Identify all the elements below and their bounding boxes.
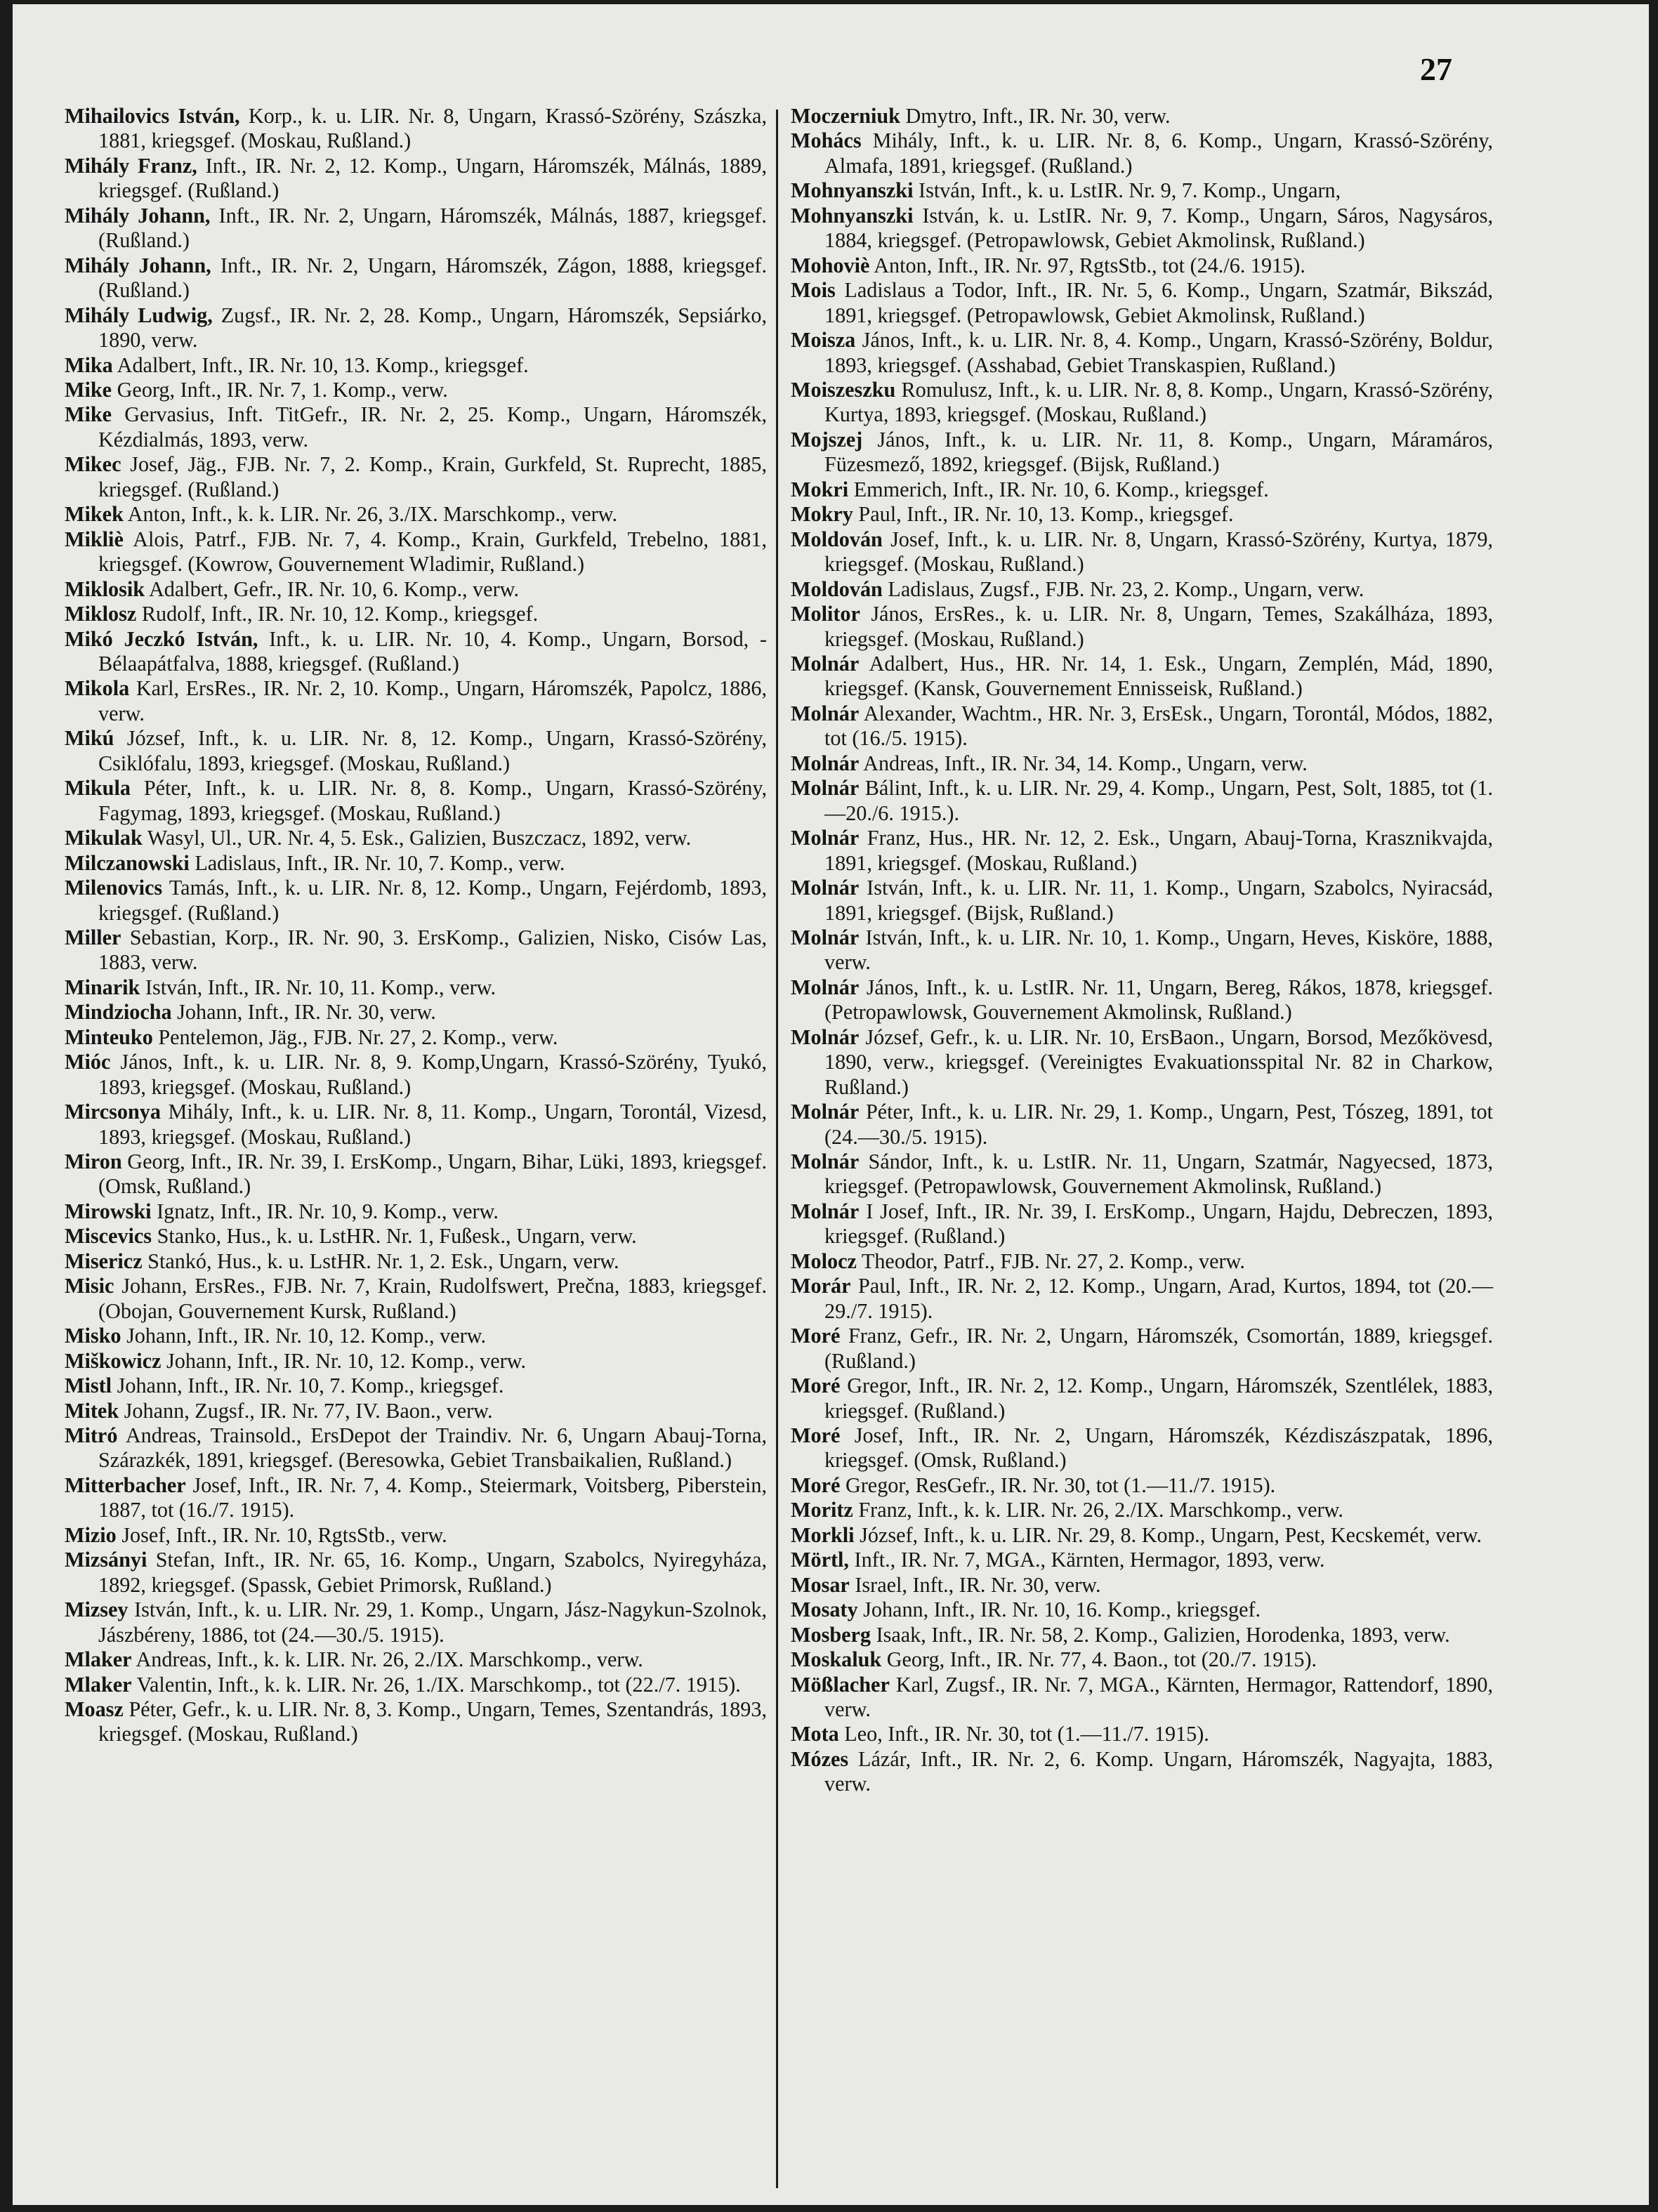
entry-details: Alexander, Wachtm., HR. Nr. 3, ErsEsk., Ungarn, Torontál, Módos, 1882, tot (16./5. 1915).	[824, 701, 1493, 751]
entry-name: Mitterbacher	[65, 1473, 186, 1497]
entry-name: Mohnyanszki	[791, 178, 914, 203]
list-entry	[791, 652, 1493, 702]
entry-details: Adalbert, Hus., HR. Nr. 14, 1. Esk., Ungarn, Zemplén, Mád, 1890, kriegsgef. (Kansk, Gouvernement Ennisseisk, Rußland.)	[824, 651, 1493, 701]
entry-name: Moskaluk	[791, 1647, 882, 1672]
entry-details: Josef, Inft., k. u. LIR. Nr. 8, Ungarn, Krassó-Szörény, Kurtya, 1879, kriegsgef. (Moskau, Rußland.)	[824, 527, 1494, 577]
entry-name: Molnár	[791, 1150, 860, 1174]
entry-details: Andreas, Inft., IR. Nr. 34, 14. Komp., Ungarn, verw.	[863, 751, 1308, 775]
list-entry	[65, 1274, 767, 1324]
entry-details: János, Inft., k. u. LstIR. Nr. 11, Ungarn, Bereg, Rákos, 1878, kriegsgef. (Petropawlowsk, Gouvernement Akmolinsk, Rußland.)	[824, 975, 1493, 1025]
entry-details: Emmerich, Inft., IR. Nr. 10, 6. Komp., kriegsgef.	[853, 477, 1269, 501]
list-entry	[65, 1399, 767, 1423]
entry-details: János, Inft., k. u. LIR. Nr. 8, 9. Komp,Ungarn, Krassó-Szörény, Tyukó, 1893, kriegsgef. (Moskau, Rußland.)	[98, 1050, 767, 1099]
list-entry	[65, 1423, 767, 1473]
list-entry	[65, 402, 767, 452]
entry-name: Moritz	[791, 1498, 853, 1522]
entry-details: Gregor, ResGefr., IR. Nr. 30, tot (1.—11./7. 1915).	[845, 1473, 1276, 1497]
entry-name: Misko	[65, 1324, 121, 1348]
entry-details: Ladislaus, Zugsf., FJB. Nr. 23, 2. Komp., Ungarn, verw.	[888, 577, 1364, 601]
entry-name: Mike	[65, 402, 112, 427]
list-entry	[791, 428, 1493, 478]
entry-details: Leo, Inft., IR. Nr. 30, tot (1.—11./7. 1915).	[844, 1722, 1209, 1746]
entry-details: Inft., IR. Nr. 2, Ungarn, Háromszék, Málnás, 1887, kriegsgef. (Rußland.)	[98, 203, 767, 253]
list-entry	[65, 726, 767, 776]
entry-details: Gregor, Inft., IR. Nr. 2, 12. Komp., Ungarn, Háromszék, Szentlélek, 1883, kriegsgef. (Rußland.)	[824, 1374, 1493, 1423]
left-column	[65, 104, 767, 1747]
list-entry	[65, 1100, 767, 1150]
entry-details: István, Inft., k. u. LstIR. Nr. 9, 7. Komp., Ungarn,	[919, 178, 1341, 203]
entry-details: Alois, Patrf., FJB. Nr. 7, 4. Komp., Krain, Gurkfeld, Trebelno, 1881, kriegsgef. (Kowrow, Gouvernement Wladimir, Rußland.)	[98, 527, 767, 577]
list-entry	[791, 129, 1493, 178]
entry-name: Mota	[791, 1722, 839, 1746]
list-entry	[791, 278, 1493, 328]
list-entry	[65, 1374, 767, 1398]
entry-name: Mikó Jeczkó István,	[65, 626, 258, 651]
entry-name: Mizsey	[65, 1598, 129, 1622]
list-entry	[791, 1498, 1493, 1522]
entry-name: Milczanowski	[65, 850, 190, 875]
entry-name: Miklosik	[65, 577, 145, 601]
entry-details: Johann, Inft., IR. Nr. 10, 7. Komp., kriegsgef.	[117, 1374, 504, 1398]
list-entry	[65, 1000, 767, 1025]
entry-details: Zugsf., IR. Nr. 2, 28. Komp., Ungarn, Háromszék, Sepsiárko, 1890, verw.	[98, 303, 768, 353]
list-entry	[65, 1324, 767, 1348]
entry-details: Johann, Zugsf., IR. Nr. 77, IV. Baon., verw.	[124, 1398, 493, 1423]
entry-details: Karl, Zugsf., IR. Nr. 7, MGA., Kärnten, Hermagor, Rattendorf, 1890, verw.	[824, 1672, 1493, 1721]
entry-name: Morkli	[791, 1522, 855, 1547]
entry-details: Anton, Inft., IR. Nr. 97, RgtsStb., tot (24./6. 1915).	[874, 253, 1305, 277]
entry-details: Mihály, Inft., k. u. LIR. Nr. 8, 11. Komp., Ungarn, Torontál, Vizesd, 1893, kriegsgef. (Moskau, Rußland.)	[98, 1100, 768, 1149]
list-entry	[65, 1150, 767, 1199]
list-entry	[791, 478, 1493, 502]
entry-name: Miron	[65, 1150, 122, 1174]
entry-name: Molnár	[791, 1199, 860, 1223]
entry-name: Mikú	[65, 726, 114, 751]
entry-details: Isaak, Inft., IR. Nr. 58, 2. Komp., Galizien, Horodenka, 1893, verw.	[876, 1622, 1450, 1647]
list-entry	[65, 1050, 767, 1100]
entry-details: István, k. u. LstIR. Nr. 9, 7. Komp., Ungarn, Sáros, Nagysáros, 1884, kriegsgef. (Petropawlowsk, Gebiet Akmolinsk, Rußland.)	[824, 203, 1494, 253]
list-entry	[791, 975, 1493, 1025]
entry-details: József, Gefr., k. u. LIR. Nr. 10, ErsBaon., Ungarn, Borsod, Mezőkövesd, 1890, verw., kriegsgef. (Vereinigtes Evakuationsspital Nr. 82 in Charkow, Rußland.)	[824, 1025, 1494, 1099]
entry-details: Péter, Inft., k. u. LIR. Nr. 29, 1. Komp., Ungarn, Pest, Tószeg, 1891, tot (24.—30./5. 1915).	[824, 1100, 1494, 1149]
entry-details: Franz, Hus., HR. Nr. 12, 2. Esk., Ungarn, Abauj-Torna, Krasznikvajda, 1891, kriegsgef. (Moskau, Rußland.)	[824, 826, 1493, 875]
entry-name: Molnár	[791, 701, 860, 725]
page-number: 27	[1420, 51, 1452, 87]
entry-details: I Josef, Inft., IR. Nr. 39, I. ErsKomp., Ungarn, Hajdu, Debreczen, 1893, kriegsgef. (Rußland.)	[824, 1199, 1494, 1249]
entry-name: Molnár	[791, 1025, 860, 1049]
document-page	[13, 4, 1649, 2205]
entry-details: Valentin, Inft., k. k. LIR. Nr. 26, 1./IX. Marschkomp., tot (22./7. 1915).	[136, 1672, 741, 1697]
entry-name: Miškowicz	[65, 1348, 162, 1373]
entry-name: Mihály Johann,	[65, 203, 211, 228]
entry-name: Minteuko	[65, 1025, 153, 1049]
list-entry	[791, 1623, 1493, 1647]
entry-details: Adalbert, Inft., IR. Nr. 10, 13. Komp., kriegsgef.	[117, 353, 529, 377]
list-entry	[65, 627, 767, 677]
entry-name: Moldován	[791, 527, 883, 551]
list-entry	[65, 1548, 767, 1598]
entry-details: Dmytro, Inft., IR. Nr. 30, verw.	[905, 104, 1171, 128]
list-entry	[791, 104, 1493, 129]
list-entry	[791, 1598, 1493, 1622]
entry-name: Misic	[65, 1274, 114, 1298]
entry-name: Mikliè	[65, 527, 124, 551]
list-entry	[791, 378, 1493, 428]
list-entry	[791, 926, 1493, 975]
entry-details: Ignatz, Inft., IR. Nr. 10, 9. Komp., verw.	[157, 1199, 499, 1223]
list-entry	[65, 1224, 767, 1249]
entry-details: Sebastian, Korp., IR. Nr. 90, 3. ErsKomp., Galizien, Nisko, Cisów Las, 1883, verw.	[98, 925, 767, 975]
list-entry	[65, 1473, 767, 1523]
list-entry	[791, 1274, 1493, 1324]
entry-details: Andreas, Trainsold., ErsDepot der Traindiv. Nr. 6, Ungarn Abauj-Torna, Szárazkék, 1891, kriegsgef. (Beresowka, Gebiet Transbaikalien, Rußland.)	[98, 1423, 767, 1473]
entry-details: Wasyl, Ul., UR. Nr. 4, 5. Esk., Galizien, Buszczacz, 1892, verw.	[147, 826, 692, 850]
entry-name: Mosar	[791, 1572, 850, 1597]
list-entry	[791, 1573, 1493, 1598]
entry-details: István, Inft., k. u. LIR. Nr. 11, 1. Komp., Ungarn, Szabolcs, Nyiracsád, 1891, kriegsgef. (Bijsk, Rußland.)	[824, 876, 1493, 925]
list-entry	[65, 1025, 767, 1050]
entry-name: Mikulak	[65, 826, 143, 850]
entry-details: Péter, Inft., k. u. LIR. Nr. 8, 8. Komp., Ungarn, Krassó-Szörény, Fagymag, 1893, kriegsgef. (Moskau, Rußland.)	[98, 776, 768, 825]
entry-name: Mokry	[791, 502, 853, 527]
entry-name: Miscevics	[65, 1224, 152, 1249]
entry-name: Mosaty	[791, 1598, 858, 1622]
entry-name: Mióc	[65, 1050, 111, 1074]
list-entry	[65, 378, 767, 402]
entry-details: Israel, Inft., IR. Nr. 30, verw.	[855, 1572, 1101, 1597]
list-entry	[791, 1647, 1493, 1672]
entry-details: Andreas, Inft., k. k. LIR. Nr. 26, 2./IX. Marschkomp., verw.	[136, 1647, 643, 1672]
list-entry	[65, 1598, 767, 1647]
list-entry	[65, 676, 767, 726]
entry-name: Mindziocha	[65, 1000, 172, 1025]
entry-details: Korp., k. u. LIR. Nr. 8, Ungarn, Krassó-Szörény, Szászka, 1881, kriegsgef. (Moskau, Rußland.)	[98, 104, 767, 153]
list-entry	[791, 1423, 1493, 1473]
entry-details: Inft., k. u. LIR. Nr. 10, 4. Komp., Ungarn, Borsod, -Bélaapátfalva, 1888, kriegsgef. (Rußland.)	[98, 626, 767, 676]
entry-name: Miller	[65, 925, 121, 949]
entry-name: Mikula	[65, 776, 131, 801]
entry-name: Mizio	[65, 1522, 117, 1547]
entry-name: Molnár	[791, 1100, 860, 1124]
entry-details: Tamás, Inft., k. u. LIR. Nr. 8, 12. Komp., Ungarn, Fejérdomb, 1893, kriegsgef. (Rußland.)	[98, 876, 767, 925]
entry-name: Molnár	[791, 776, 860, 801]
entry-name: Mikek	[65, 502, 124, 527]
entry-name: Mihály Johann,	[65, 253, 211, 277]
entry-name: Molnár	[791, 826, 860, 850]
entry-name: Mörtl,	[791, 1548, 849, 1572]
entry-name: Molnár	[791, 925, 860, 949]
entry-details: Josef, Inft., IR. Nr. 10, RgtsStb., verw.	[121, 1522, 447, 1547]
list-entry	[791, 1324, 1493, 1374]
column-divider	[776, 110, 778, 2188]
list-entry	[791, 1025, 1493, 1100]
list-entry	[791, 1523, 1493, 1548]
entry-details: Adalbert, Gefr., IR. Nr. 10, 6. Komp., verw.	[148, 577, 520, 601]
entry-details: Mihály, Inft., k. u. LIR. Nr. 8, 6. Komp., Ungarn, Krassó-Szörény, Almafa, 1891, kriegsgef. (Rußland.)	[824, 129, 1494, 178]
entry-name: Mohács	[791, 129, 862, 153]
entry-name: Mois	[791, 278, 836, 303]
list-entry	[791, 602, 1493, 652]
entry-details: Inft., IR. Nr. 7, MGA., Kärnten, Hermagor, 1893, verw.	[854, 1548, 1325, 1572]
list-entry	[65, 1349, 767, 1374]
entry-name: Molnár	[791, 975, 860, 999]
entry-name: Mlaker	[65, 1672, 132, 1697]
entry-details: Sándor, Inft., k. u. LstIR. Nr. 11, Ungarn, Szatmár, Nagyecsed, 1873, kriegsgef. (Petropawlowsk, Gouvernement Akmolinsk, Rußland.)	[824, 1150, 1493, 1199]
entry-details: Josef, Jäg., FJB. Nr. 7, 2. Komp., Krain, Gurkfeld, St. Ruprecht, 1885, kriegsgef. (Rußland.)	[98, 452, 767, 501]
list-entry	[791, 1249, 1493, 1274]
list-entry	[791, 826, 1493, 876]
right-column	[791, 104, 1493, 1797]
entry-details: István, Inft., k. u. LIR. Nr. 10, 1. Komp., Ungarn, Heves, Kisköre, 1888, verw.	[824, 925, 1493, 975]
list-entry	[65, 104, 767, 154]
entry-details: Georg, Inft., IR. Nr. 39, I. ErsKomp., Ungarn, Bihar, Lüki, 1893, kriegsgef. (Omsk, Rußland.)	[98, 1150, 768, 1199]
entry-name: Mihály Ludwig,	[65, 303, 213, 327]
entry-details: Lázár, Inft., IR. Nr. 2, 6. Komp. Ungarn, Háromszék, Nagyajta, 1883, verw.	[824, 1746, 1493, 1796]
list-entry	[65, 826, 767, 850]
entry-name: Moiszeszku	[791, 377, 896, 402]
list-entry	[65, 303, 767, 353]
entry-details: József, Inft., k. u. LIR. Nr. 29, 8. Komp., Ungarn, Pest, Kecskemét, verw.	[860, 1522, 1482, 1547]
list-entry	[65, 353, 767, 378]
list-entry	[65, 452, 767, 502]
list-entry	[791, 502, 1493, 527]
entry-name: Molocz	[791, 1249, 857, 1273]
entry-details: Josef, Inft., IR. Nr. 7, 4. Komp., Steiermark, Voitsberg, Piberstein, 1887, tot (16./7. 1915).	[98, 1473, 768, 1522]
list-entry	[791, 527, 1493, 577]
entry-details: Johann, ErsRes., FJB. Nr. 7, Krain, Rudolfswert, Prečna, 1883, kriegsgef. (Obojan, Gouvernement Kursk, Rußland.)	[98, 1274, 768, 1323]
list-entry	[65, 926, 767, 975]
list-entry	[65, 602, 767, 626]
list-entry	[65, 1523, 767, 1548]
entry-details: Paul, Inft., IR. Nr. 2, 12. Komp., Ungarn, Arad, Kurtos, 1894, tot (20.—29./7. 1915).	[824, 1274, 1494, 1323]
entry-name: Moré	[791, 1374, 841, 1398]
list-entry	[65, 876, 767, 926]
entry-name: Milenovics	[65, 876, 163, 900]
entry-details: Pentelemon, Jäg., FJB. Nr. 27, 2. Komp., verw.	[158, 1025, 558, 1049]
entry-details: Stankó, Hus., k. u. LstHR. Nr. 1, 2. Esk., Ungarn, verw.	[147, 1249, 619, 1273]
entry-details: Inft., IR. Nr. 2, Ungarn, Háromszék, Zágon, 1888, kriegsgef. (Rußland.)	[98, 253, 768, 303]
entry-name: Mohoviè	[791, 253, 870, 277]
entry-name: Morár	[791, 1274, 851, 1298]
entry-details: Johann, Inft., IR. Nr. 30, verw.	[177, 1000, 436, 1025]
entry-name: Mihály Franz,	[65, 153, 197, 178]
entry-details: Georg, Inft., IR. Nr. 77, 4. Baon., tot (20./7. 1915).	[886, 1647, 1317, 1672]
list-entry	[65, 1647, 767, 1672]
entry-details: Rudolf, Inft., IR. Nr. 10, 12. Komp., kriegsgef.	[141, 602, 539, 626]
list-entry	[791, 178, 1493, 203]
entry-name: Moisza	[791, 328, 856, 353]
list-entry	[791, 876, 1493, 926]
list-entry	[65, 204, 767, 254]
entry-details: Anton, Inft., k. k. LIR. Nr. 26, 3./IX. Marschkomp., verw.	[127, 502, 618, 527]
entry-details: József, Inft., k. u. LIR. Nr. 8, 12. Komp., Ungarn, Krassó-Szörény, Csiklófalu, 1893, kriegsgef. (Moskau, Rußland.)	[98, 726, 767, 775]
list-entry	[791, 1374, 1493, 1423]
entry-name: Moré	[791, 1423, 841, 1448]
entry-details: Paul, Inft., IR. Nr. 10, 13. Komp., kriegsgef.	[858, 502, 1234, 527]
entry-details: Stanko, Hus., k. u. LstHR. Nr. 1, Fußesk., Ungarn, verw.	[157, 1224, 637, 1249]
entry-details: Inft., IR. Nr. 2, 12. Komp., Ungarn, Háromszék, Málnás, 1889, kriegsgef. (Rußland.)	[98, 153, 767, 203]
entry-name: Mike	[65, 377, 112, 402]
entry-name: Minarik	[65, 975, 140, 999]
entry-name: Mizsányi	[65, 1548, 147, 1572]
entry-name: Moré	[791, 1324, 841, 1348]
entry-name: Molnár	[791, 651, 860, 676]
entry-details: Georg, Inft., IR. Nr. 7, 1. Komp., verw.	[117, 377, 448, 402]
list-entry	[791, 702, 1493, 751]
entry-details: Ladislaus a Todor, Inft., IR. Nr. 5, 6. Komp., Ungarn, Szatmár, Bikszád, 1891, kriegsgef. (Petropawlowsk, Gebiet Akmolinsk, Rußland.)	[824, 278, 1494, 327]
entry-name: Mika	[65, 353, 113, 377]
entry-name: Misericz	[65, 1249, 143, 1273]
entry-details: Péter, Gefr., k. u. LIR. Nr. 8, 3. Komp., Ungarn, Temes, Szentandrás, 1893, kriegsgef. (Moskau, Rußland.)	[98, 1697, 768, 1746]
entry-details: Johann, Inft., IR. Nr. 10, 12. Komp., verw.	[126, 1324, 487, 1348]
list-entry	[791, 1473, 1493, 1498]
list-entry	[65, 1673, 767, 1697]
list-entry	[791, 1548, 1493, 1572]
list-entry	[65, 1697, 767, 1747]
list-entry	[65, 975, 767, 1000]
entry-name: Mikec	[65, 452, 121, 477]
entry-name: Moré	[791, 1473, 841, 1497]
list-entry	[65, 851, 767, 876]
entry-name: Miklosz	[65, 602, 137, 626]
entry-name: Moasz	[65, 1697, 124, 1721]
entry-name: Mitró	[65, 1423, 118, 1448]
list-entry	[65, 1249, 767, 1274]
entry-name: Mohnyanszki	[791, 203, 914, 228]
list-entry	[65, 254, 767, 303]
list-entry	[791, 751, 1493, 776]
entry-details: Gervasius, Inft. TitGefr., IR. Nr. 2, 25. Komp., Ungarn, Háromszék, Kézdialmás, 1893, verw.	[98, 402, 767, 452]
entry-name: Mlaker	[65, 1647, 132, 1672]
entry-details: Bálint, Inft., k. u. LIR. Nr. 29, 4. Komp., Ungarn, Pest, Solt, 1885, tot (1.—20./6. 1915.).	[824, 776, 1493, 825]
list-entry	[65, 502, 767, 527]
list-entry	[65, 527, 767, 577]
list-entry	[791, 1199, 1493, 1249]
entry-name: Molitor	[791, 602, 860, 626]
entry-details: Theodor, Patrf., FJB. Nr. 27, 2. Komp., verw.	[861, 1249, 1245, 1273]
entry-name: Mistl	[65, 1374, 112, 1398]
entry-details: János, Inft., k. u. LIR. Nr. 8, 4. Komp., Ungarn, Krassó-Szörény, Boldur, 1893, kriegsgef. (Asshabad, Gebiet Transkaspien, Rußland.)	[824, 328, 1494, 377]
list-entry	[65, 1199, 767, 1224]
entry-name: Mircsonya	[65, 1100, 161, 1124]
list-entry	[791, 254, 1493, 278]
list-entry	[791, 1722, 1493, 1746]
entry-name: Mózes	[791, 1746, 849, 1771]
entry-details: Franz, Gefr., IR. Nr. 2, Ungarn, Háromszék, Csomortán, 1889, kriegsgef. (Rußland.)	[824, 1324, 1494, 1373]
entry-details: István, Inft., k. u. LIR. Nr. 29, 1. Komp., Ungarn, Jász-Nagykun-Szolnok, Jászbéreny, 1886, tot (24.—30./5. 1915).	[98, 1598, 768, 1647]
entry-details: Ladislaus, Inft., IR. Nr. 10, 7. Komp., verw.	[195, 850, 565, 875]
entry-name: Mokri	[791, 477, 849, 501]
entry-name: Mößlacher	[791, 1672, 890, 1697]
entry-name: Mitek	[65, 1398, 119, 1423]
list-entry	[791, 204, 1493, 254]
list-entry	[65, 776, 767, 826]
entry-name: Moldován	[791, 577, 883, 601]
entry-name: Molnár	[791, 751, 860, 775]
entry-details: Johann, Inft., IR. Nr. 10, 12. Komp., verw.	[166, 1348, 527, 1373]
entry-name: Moczerniuk	[791, 104, 900, 128]
entry-details: Franz, Inft., k. k. LIR. Nr. 26, 2./IX. Marschkomp., verw.	[858, 1498, 1343, 1522]
entry-name: Mihailovics István,	[65, 104, 240, 128]
entry-name: Mosberg	[791, 1622, 871, 1647]
entry-details: István, Inft., IR. Nr. 10, 11. Komp., verw.	[145, 975, 496, 999]
list-entry	[791, 1673, 1493, 1723]
entry-details: János, Inft., k. u. LIR. Nr. 11, 8. Komp., Ungarn, Máramáros, Füzesmező, 1892, kriegsgef. (Bijsk, Rußland.)	[824, 427, 1494, 477]
entry-name: Mikola	[65, 676, 130, 701]
list-entry	[791, 1150, 1493, 1199]
list-entry	[791, 1747, 1493, 1797]
list-entry	[791, 776, 1493, 826]
entry-details: Romulusz, Inft., k. u. LIR. Nr. 8, 8. Komp., Ungarn, Krassó-Szörény, Kurtya, 1893, kriegsgef. (Moskau, Rußland.)	[824, 377, 1493, 427]
list-entry	[791, 577, 1493, 602]
entry-name: Mirowski	[65, 1199, 152, 1223]
entry-details: Johann, Inft., IR. Nr. 10, 16. Komp., kriegsgef.	[863, 1598, 1261, 1622]
entry-details: Josef, Inft., IR. Nr. 2, Ungarn, Háromszék, Kézdiszászpatak, 1896, kriegsgef. (Omsk, Rußland.)	[824, 1423, 1493, 1473]
entry-details: Karl, ErsRes., IR. Nr. 2, 10. Komp., Ungarn, Háromszék, Papolcz, 1886, verw.	[98, 676, 768, 725]
entry-details: János, ErsRes., k. u. LIR. Nr. 8, Ungarn, Temes, Szakálháza, 1893, kriegsgef. (Moskau, Rußland.)	[824, 602, 1493, 651]
list-entry	[791, 328, 1493, 378]
list-entry	[791, 1100, 1493, 1150]
list-entry	[65, 577, 767, 602]
entry-name: Molnár	[791, 876, 860, 900]
list-entry	[65, 154, 767, 204]
entry-details: Stefan, Inft., IR. Nr. 65, 16. Komp., Ungarn, Szabolcs, Nyiregyháza, 1892, kriegsgef. (Spassk, Gebiet Primorsk, Rußland.)	[98, 1548, 767, 1597]
entry-name: Mojszej	[791, 427, 863, 452]
